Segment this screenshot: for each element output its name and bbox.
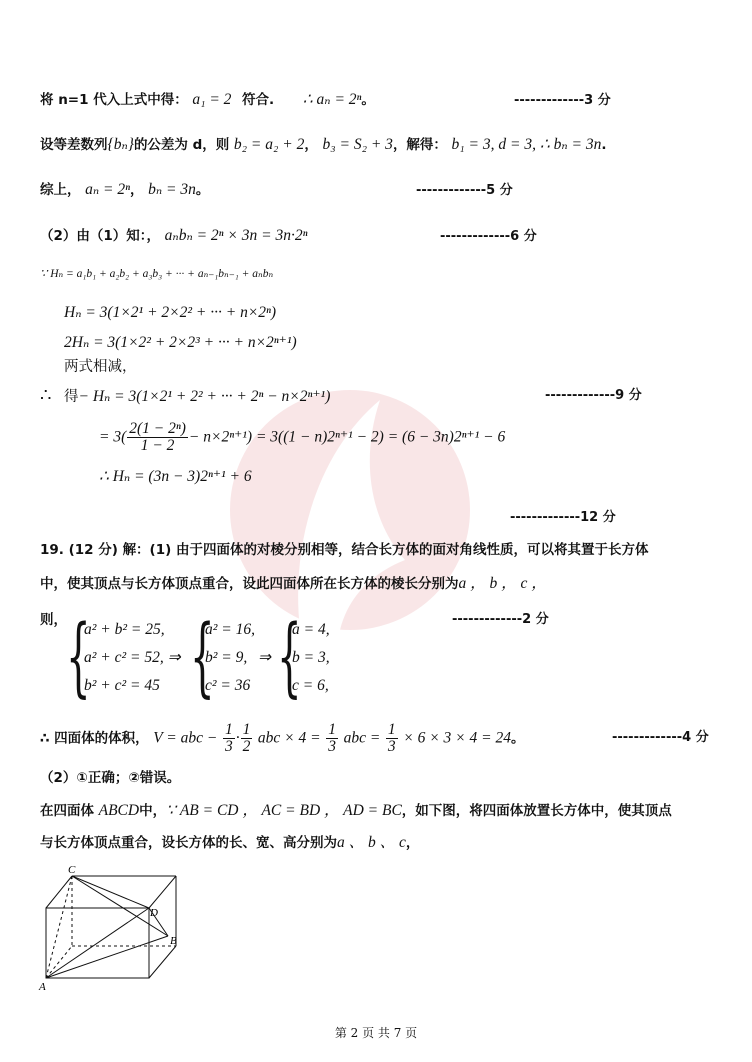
system-1: a² + b² = 25, a² + c² = 52, ⇒ b² + c² = 45 [84,621,181,694]
brace-3: { [277,607,302,707]
page-footer: 第 2 页 共 7 页 [334,1026,418,1040]
fraction-1-3c: $\frac{1}{3}$ [387,721,396,755]
equation-2hn: 2Hₙ = 3(1×2² + 2×2³ + ··· + n×2ⁿ⁺¹) [64,334,297,351]
equation-hn: Hₙ = 3(1×2¹ + 2×2² + ··· + n×2ⁿ) [64,304,277,321]
line-summary: 综上， aₙ = 2ⁿ， bₙ = 3n。 [40,181,210,198]
q19-line1: 19. (12 分) 解：(1) 由于四面体的对棱分别相等，结合长方体的面对角线性质，可以将其置于长方体 [40,542,649,558]
brace-1: { [66,607,91,707]
volume-line: ∴ 四面体的体积， V = abc − $\frac{1}{3}$ · $\frac{1}{2}$ abc × 4 = $\frac{1}{3}$ abc = $\frac{1}{3}$ × 6 × 3 × 4 = 24。 [40,721,525,755]
line-substitute-n1: 将 n=1 代入上式中得： a₁ = 2 符合. ∴ aₙ = 2ⁿ。 [40,91,375,108]
fraction-1-3: $\frac{1}{3}$ [224,721,233,755]
score-9: -------------9 分 [545,388,642,403]
vertex-d-label: D [150,907,158,919]
score-5: -------------5 分 [416,183,513,198]
vertex-c-label: C [68,864,76,876]
implies-arrow: ⇒ [258,649,271,666]
equation-hn-result: ∴ Hₙ = (3n − 3)2ⁿ⁺¹ + 6 [99,468,252,485]
vertex-a-label: A [39,981,46,992]
line-arithmetic-seq: 设等差数列{bₙ}的公差为 d，则 b₂ = a₂ + 2， b₃ = S₂ + 3，解得： b₁ = 3, d = 3, ∴ bₙ = 3n. [40,136,607,153]
score-12: -------------12 分 [510,510,616,525]
fraction-1-3b: $\frac{1}{3}$ [328,721,336,755]
fraction-1-2: $\frac{1}{2}$ [242,721,251,755]
system-2: a² = 16, b² = 9, c² = 36 [205,621,255,694]
therefore-symbol: ∴ [40,385,52,406]
subtract-text: 两式相减， [64,359,137,375]
fraction: $\frac{\text{2(1 − 2ⁿ)}}{1 - 2}$ [129,420,186,454]
score-2: -------------2 分 [452,612,549,627]
hn-definition: ∵ Hₙ = a₁b₁ + a₂b₂ + a₃b₃ + ··· + aₙ₋₁bₙ₋₁ + aₙbₙ [40,268,274,280]
then-label: 则， [40,612,67,628]
part2-line1: 在四面体 ABCD中，∵ AB = CD ， AC = BD ， AD = BC，如下图，将四面体放置长方体中，使其顶点 [40,802,672,819]
equation-neg-hn: 得− Hₙ = 3(1×2¹ + 2² + ··· + 2ⁿ − n×2ⁿ⁺¹) [64,388,331,405]
score-3: -------------3 分 [514,93,611,108]
brace-2: { [190,607,215,707]
q19-line2: 中，使其顶点与长方体顶点重合，设此四面体所在长方体的棱长分别为a ， b ， c ， [40,575,547,592]
part2-line2: 与长方体顶点重合，设长方体的长、宽、高分别为a 、 b 、 c， [40,834,420,851]
part2-answer: （2）①正确；②错误。 [40,770,181,786]
cuboid-figure [36,864,196,992]
vertex-b-label: B [170,935,177,947]
line-part2-start: （2）由（1）知：， aₙbₙ = 2ⁿ × 3n = 3n·2ⁿ [40,227,308,244]
equation-simplify: = 3( $\frac{\text{2(1 − 2ⁿ)}}{1 - 2}$ − n×2ⁿ⁺¹) = 3((1 − n)2ⁿ⁺¹ − 2) = (6 − 3n)2ⁿ⁺¹ − 6 [99,420,506,454]
system-3: a = 4, b = 3, c = 6, [292,621,330,694]
score-6: -------------6 分 [440,229,537,244]
score-4: -------------4 分 [612,730,709,745]
